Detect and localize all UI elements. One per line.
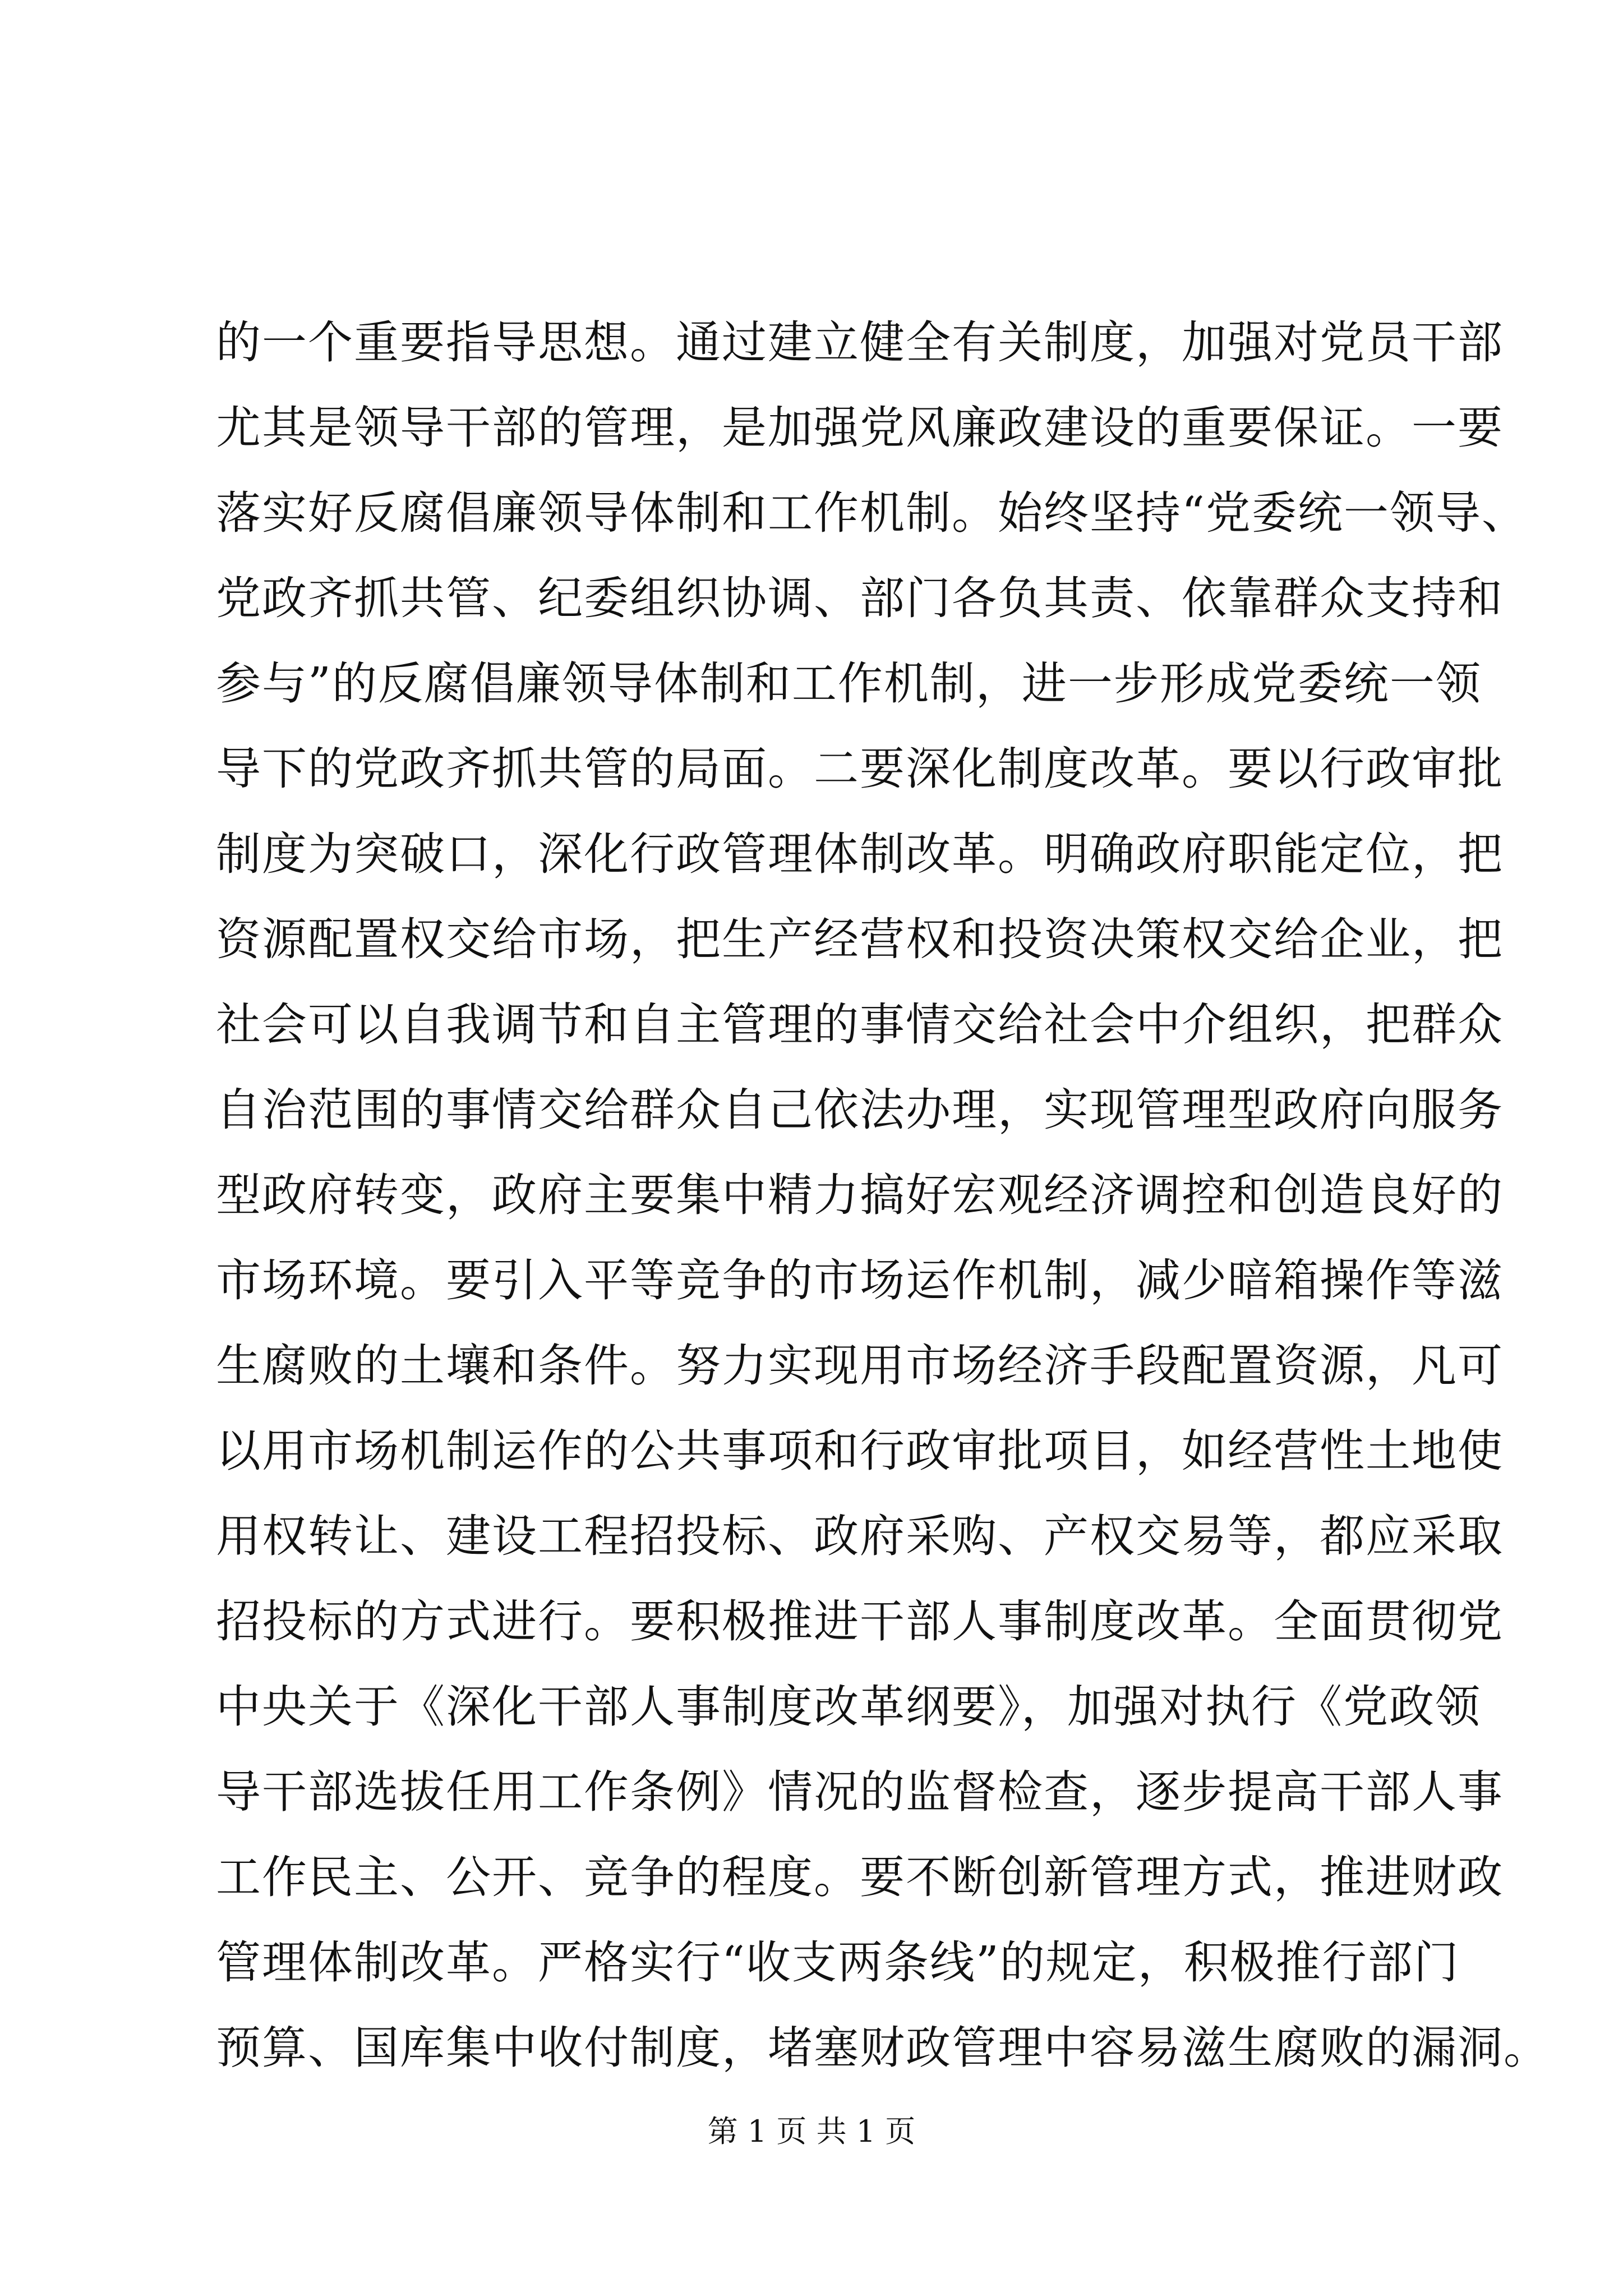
text-line: 生腐败的土壤和条件。努力实现用市场经济手段配置资源，凡可	[216, 1340, 1504, 1392]
text-line: 预算、国库集中收付制度，堵塞财政管理中容易滋生腐败的漏洞。	[216, 2022, 1550, 2074]
text-line: 资源配置权交给市场，把生产经营权和投资决策权交给企业，把	[216, 913, 1504, 965]
page-number: 第 1 页 共 1 页	[707, 2114, 916, 2149]
text-line: 导干部选拔任用工作条例》情况的监督检查，逐步提高干部人事	[216, 1766, 1504, 1818]
text-line: 社会可以自我调节和自主管理的事情交给社会中介组织，把群众	[216, 999, 1504, 1051]
text-line: 导下的党政齐抓共管的局面。二要深化制度改革。要以行政审批	[216, 743, 1504, 795]
text-line: 型政府转变，政府主要集中精力搞好宏观经济调控和创造良好的	[216, 1169, 1504, 1221]
text-line: 的一个重要指导思想。通过建立健全有关制度，加强对党员干部	[216, 316, 1504, 369]
body-text	[216, 300, 1550, 2091]
text-line: 参与”的反腐倡廉领导体制和工作机制，进一步形成党委统一领	[216, 657, 1482, 710]
text-line: 市场环境。要引入平等竞争的市场运作机制，减少暗箱操作等滋	[216, 1254, 1504, 1306]
text-line: 中央关于《深化干部人事制度改革纲要》，加强对执行《党政领	[216, 1681, 1481, 1733]
text-line: 用权转让、建设工程招投标、政府采购、产权交易等，都应采取	[216, 1510, 1504, 1562]
text-line: 尤其是领导干部的管理，是加强党风廉政建设的重要保证。一要	[216, 402, 1504, 454]
text-line: 工作民主、公开、竞争的程度。要不断创新管理方式，推进财政	[216, 1851, 1504, 1903]
page-footer	[0, 2109, 1623, 2154]
text-line: 落实好反腐倡廉领导体制和工作机制。始终坚持“党委统一领导、	[216, 487, 1528, 539]
text-line: 党政齐抓共管、纪委组织协调、部门各负其责、依靠群众支持和	[216, 572, 1504, 624]
text-line: 自治范围的事情交给群众自己依法办理，实现管理型政府向服务	[216, 1084, 1504, 1136]
text-line: 管理体制改革。严格实行“收支两条线”的规定，积极推行部门	[216, 1936, 1460, 1989]
text-line: 招投标的方式进行。要积极推进干部人事制度改革。全面贯彻党	[216, 1595, 1504, 1648]
text-line: 以用市场机制运作的公共事项和行政审批项目，如经营性土地使	[216, 1425, 1504, 1477]
text-line: 制度为突破口，深化行政管理体制改革。明确政府职能定位，把	[216, 828, 1504, 880]
